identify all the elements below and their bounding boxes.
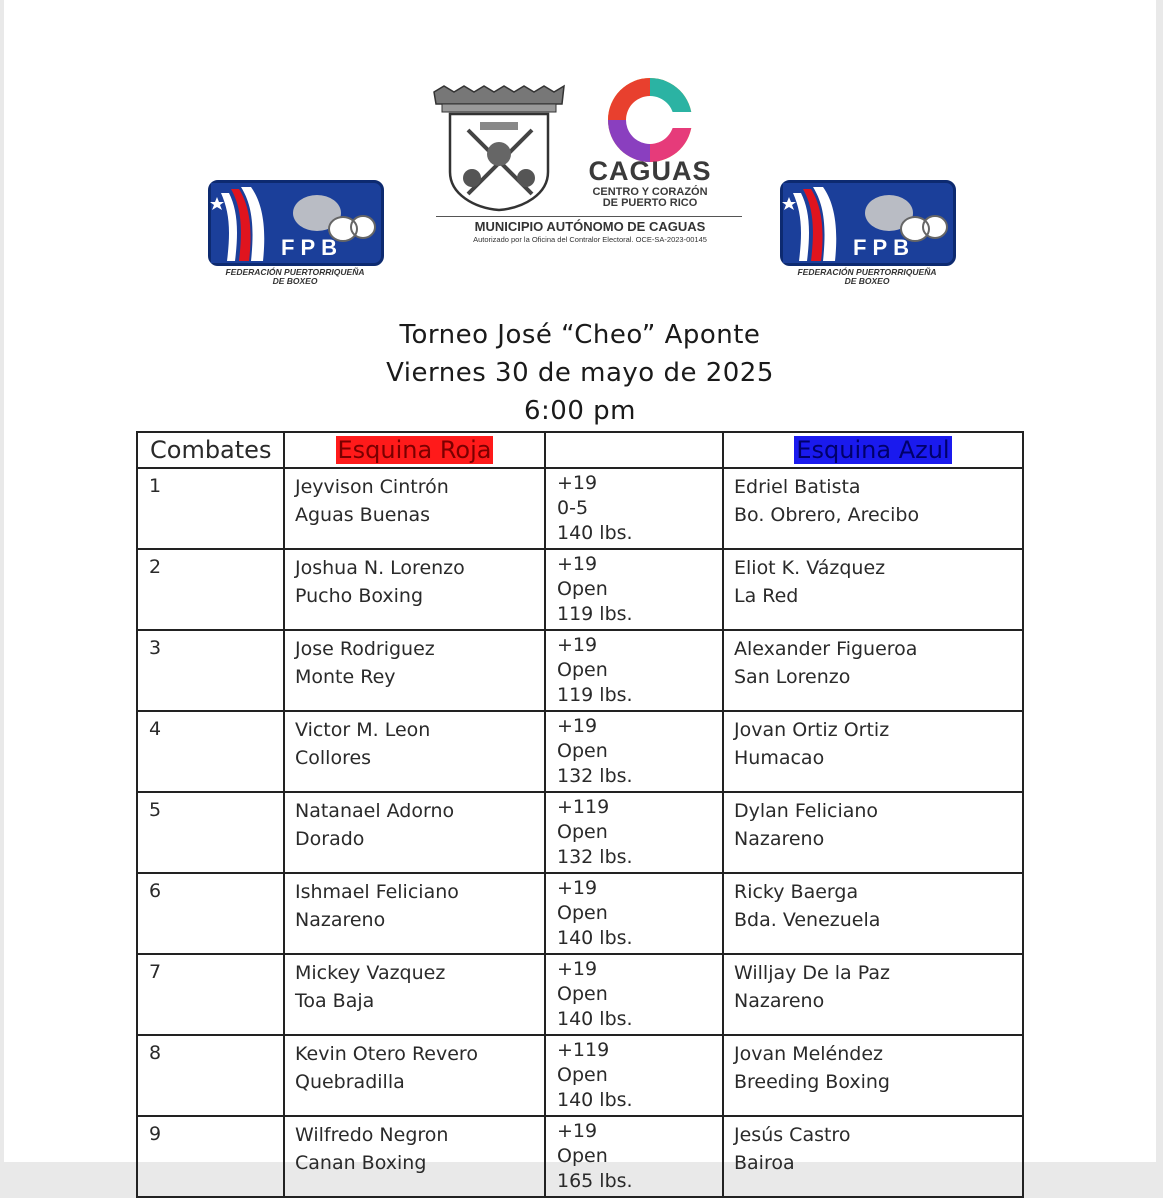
weight-class: 165 lbs. xyxy=(557,1170,633,1192)
municipio-name: MUNICIPIO AUTÓNOMO DE CAGUAS xyxy=(474,219,706,234)
blue-boxer-club: Bo. Obrero, Arecibo xyxy=(734,504,920,526)
level-class: Open xyxy=(557,740,608,762)
blue-corner-cell xyxy=(723,954,1023,1035)
age-class: +19 xyxy=(557,472,598,494)
level-class: Open xyxy=(557,983,608,1005)
red-corner-cell xyxy=(284,873,545,954)
bout-number: 2 xyxy=(137,549,284,630)
category-cell xyxy=(545,549,723,630)
event-time: 6:00 pm xyxy=(524,396,636,426)
red-boxer-name: Natanael Adorno xyxy=(295,800,455,822)
header-red-corner xyxy=(284,432,545,468)
red-corner-cell xyxy=(284,630,545,711)
red-boxer-club: Aguas Buenas xyxy=(295,504,431,526)
red-corner-cell xyxy=(284,1035,545,1116)
fpb-caption xyxy=(202,268,388,286)
caguas-tagline-2: DE PUERTO RICO xyxy=(602,197,698,209)
blue-boxer-name: Dylan Feliciano xyxy=(734,800,879,822)
event-title: Torneo José “Cheo” Aponte xyxy=(399,320,761,350)
fpb-caption-line-2: DE BOXEO xyxy=(272,276,318,286)
blue-boxer-name: Alexander Figueroa xyxy=(734,638,918,660)
blue-boxer-club: Humacao xyxy=(734,747,825,769)
category-cell xyxy=(545,630,723,711)
red-boxer-name: Joshua N. Lorenzo xyxy=(295,557,465,579)
header-bouts: Combates xyxy=(137,432,284,468)
bout-number: 4 xyxy=(137,711,284,792)
level-class: Open xyxy=(557,1064,608,1086)
weight-class: 119 lbs. xyxy=(557,603,633,625)
table-row xyxy=(137,630,1023,711)
category-cell xyxy=(545,792,723,873)
red-corner-cell xyxy=(284,1116,545,1197)
bout-number: 3 xyxy=(137,630,284,711)
red-boxer-club: Canan Boxing xyxy=(295,1152,427,1174)
blue-boxer-club: Breeding Boxing xyxy=(734,1071,890,1093)
table-row xyxy=(137,468,1023,549)
level-class: 0-5 xyxy=(557,497,589,519)
level-class: Open xyxy=(557,578,608,600)
weight-class: 140 lbs. xyxy=(557,927,633,949)
red-boxer-club: Collores xyxy=(295,747,372,769)
table-row xyxy=(137,954,1023,1035)
fpb-logo-left xyxy=(202,180,388,292)
fpb-caption-line-2: DE BOXEO xyxy=(844,276,890,286)
weight-class: 140 lbs. xyxy=(557,1089,633,1111)
age-class: +19 xyxy=(557,877,598,899)
table-row xyxy=(137,792,1023,873)
age-class: +19 xyxy=(557,634,598,656)
table-row xyxy=(137,1035,1023,1116)
blue-corner-cell xyxy=(723,792,1023,873)
caguas-tagline xyxy=(570,187,730,209)
red-corner-cell xyxy=(284,954,545,1035)
fpb-letters: FPB xyxy=(853,235,915,260)
weight-class: 132 lbs. xyxy=(557,765,633,787)
red-boxer-club: Pucho Boxing xyxy=(295,585,424,607)
municipio-authorization-note: Autorizado por la Oficina del Contralor Electoral. OCE-SA-2023-00145 xyxy=(473,235,707,244)
red-boxer-name: Jose Rodriguez xyxy=(295,638,435,660)
red-boxer-name: Wilfredo Negron xyxy=(295,1124,449,1146)
bout-number: 1 xyxy=(137,468,284,549)
red-boxer-club: Dorado xyxy=(295,828,365,850)
blue-boxer-name: Willjay De la Paz xyxy=(734,962,890,984)
blue-boxer-club: San Lorenzo xyxy=(734,666,851,688)
blue-corner-cell xyxy=(723,549,1023,630)
red-corner-label: Esquina Roja xyxy=(337,436,492,464)
bout-number: 9 xyxy=(137,1116,284,1197)
weight-class: 132 lbs. xyxy=(557,846,633,868)
caguas-tagline-1: CENTRO Y CORAZÓN xyxy=(592,186,708,198)
category-cell xyxy=(545,1035,723,1116)
blue-boxer-name: Jovan Ortiz Ortiz xyxy=(734,719,890,741)
red-boxer-name: Kevin Otero Revero xyxy=(295,1043,478,1065)
municipio-divider xyxy=(436,216,742,217)
fpb-badge xyxy=(780,180,956,266)
age-class: +119 xyxy=(557,796,610,818)
bout-number: 6 xyxy=(137,873,284,954)
blue-boxer-club: Nazareno xyxy=(734,828,825,850)
fpb-logo-right xyxy=(774,180,960,292)
category-cell xyxy=(545,711,723,792)
red-boxer-club: Quebradilla xyxy=(295,1071,405,1093)
category-cell xyxy=(545,954,723,1035)
red-corner-cell xyxy=(284,792,545,873)
caguas-name: CAGUAS xyxy=(588,156,712,186)
age-class: +19 xyxy=(557,553,598,575)
age-class: +19 xyxy=(557,1120,598,1142)
table-row xyxy=(137,549,1023,630)
caguas-coat-of-arms-icon xyxy=(432,82,566,212)
bout-number: 7 xyxy=(137,954,284,1035)
blue-boxer-club: Nazareno xyxy=(734,990,825,1012)
age-class: +19 xyxy=(557,958,598,980)
blue-corner-cell xyxy=(723,873,1023,954)
table-header-row xyxy=(137,432,1023,468)
blue-boxer-name: Eliot K. Vázquez xyxy=(734,557,886,579)
bout-number: 8 xyxy=(137,1035,284,1116)
document-page xyxy=(4,0,1156,1192)
fpb-caption xyxy=(774,268,960,286)
table-row xyxy=(137,711,1023,792)
blue-boxer-name: Ricky Baerga xyxy=(734,881,859,903)
fpb-caption-line-1: FEDERACIÓN PUERTORRIQUEÑA xyxy=(797,267,937,277)
blue-corner-cell xyxy=(723,1116,1023,1197)
weight-class: 140 lbs. xyxy=(557,1008,633,1030)
level-class: Open xyxy=(557,902,608,924)
blue-boxer-club: Bda. Venezuela xyxy=(734,909,881,931)
red-corner-cell xyxy=(284,549,545,630)
bouts-table xyxy=(136,431,1024,1198)
red-boxer-name: Jeyvison Cintrón xyxy=(295,476,449,498)
red-corner-cell xyxy=(284,468,545,549)
red-boxer-name: Mickey Vazquez xyxy=(295,962,446,984)
red-boxer-club: Monte Rey xyxy=(295,666,396,688)
blue-boxer-club: La Red xyxy=(734,585,799,607)
blue-corner-cell xyxy=(723,630,1023,711)
age-class: +119 xyxy=(557,1039,610,1061)
category-cell xyxy=(545,1116,723,1197)
table-row xyxy=(137,1116,1023,1197)
puerto-rico-flag-icon xyxy=(211,183,281,263)
caguas-logo-icon xyxy=(590,76,710,164)
blue-boxer-club: Bairoa xyxy=(734,1152,795,1174)
blue-boxer-name: Jesús Castro xyxy=(734,1124,851,1146)
fpb-caption-line-1: FEDERACIÓN PUERTORRIQUEÑA xyxy=(225,267,365,277)
blue-boxer-name: Jovan Meléndez xyxy=(734,1043,884,1065)
event-date: Viernes 30 de mayo de 2025 xyxy=(386,358,774,388)
level-class: Open xyxy=(557,821,608,843)
puerto-rico-flag-icon xyxy=(783,183,853,263)
age-class: +19 xyxy=(557,715,598,737)
header-category xyxy=(545,432,723,468)
category-cell xyxy=(545,468,723,549)
red-boxer-club: Nazareno xyxy=(295,909,386,931)
weight-class: 119 lbs. xyxy=(557,684,633,706)
blue-corner-label: Esquina Azul xyxy=(796,436,950,464)
fpb-letters: FPB xyxy=(281,235,343,260)
level-class: Open xyxy=(557,659,608,681)
category-cell xyxy=(545,873,723,954)
blue-boxer-name: Edriel Batista xyxy=(734,476,861,498)
red-boxer-name: Victor M. Leon xyxy=(295,719,431,741)
red-boxer-name: Ishmael Feliciano xyxy=(295,881,459,903)
blue-corner-cell xyxy=(723,1035,1023,1116)
red-boxer-club: Toa Baja xyxy=(295,990,375,1012)
blue-corner-cell xyxy=(723,468,1023,549)
fpb-badge xyxy=(208,180,384,266)
red-corner-cell xyxy=(284,711,545,792)
bout-number: 5 xyxy=(137,792,284,873)
blue-corner-cell xyxy=(723,711,1023,792)
weight-class: 140 lbs. xyxy=(557,522,633,544)
level-class: Open xyxy=(557,1145,608,1167)
table-row xyxy=(137,873,1023,954)
header-blue-corner xyxy=(723,432,1023,468)
